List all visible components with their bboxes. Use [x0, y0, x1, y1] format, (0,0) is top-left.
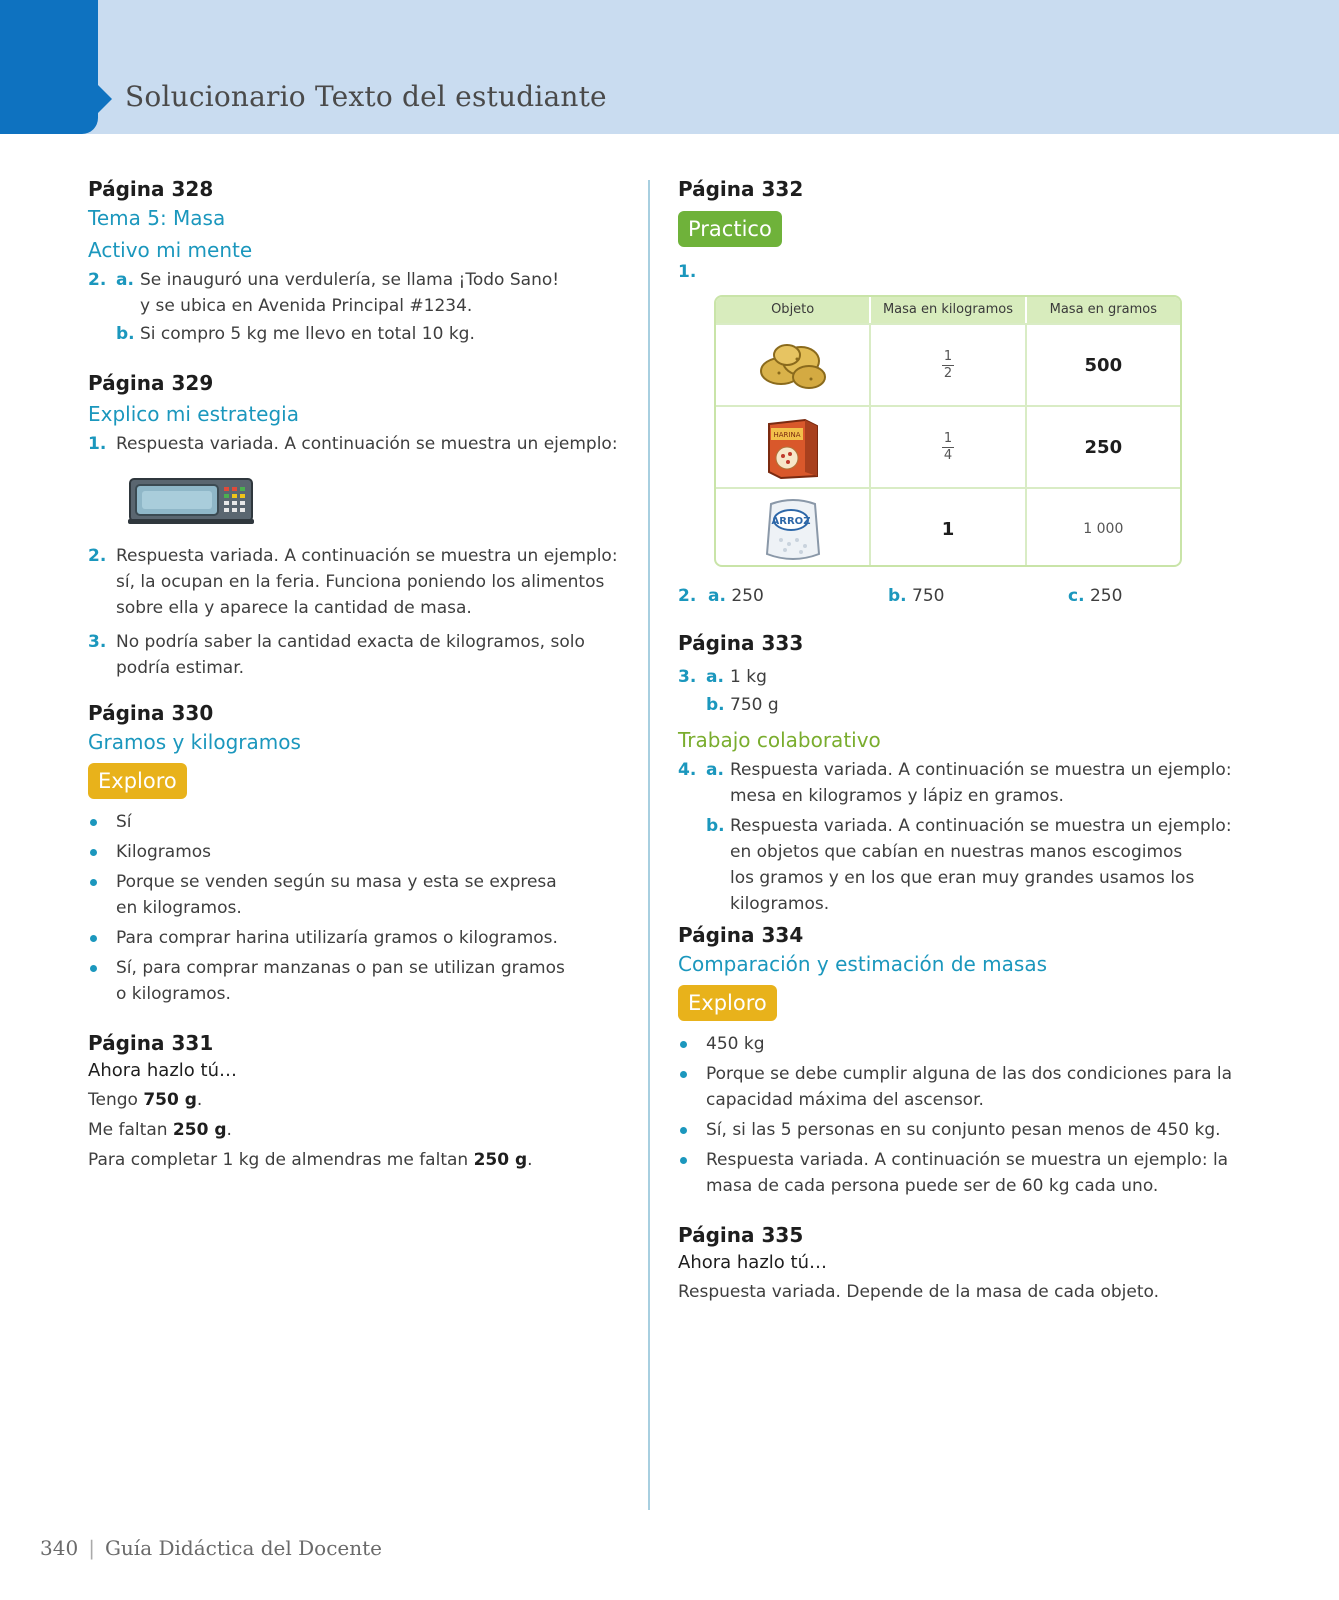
bullet-line: o kilogramos.: [116, 984, 231, 1004]
answer-line: y se ubica en Avenida Principal #1234.: [140, 296, 473, 316]
rice-bag-icon: [761, 494, 825, 564]
object-cell: [716, 325, 871, 405]
table-row: [716, 487, 1180, 567]
column-divider: [648, 180, 650, 1510]
svg-text:HARINA: HARINA: [773, 431, 801, 439]
fraction-value: $\frac{1}{4}$: [943, 430, 953, 463]
grams-cell: 1 000: [1083, 521, 1124, 537]
topic-title: Comparación y estimación de masas: [678, 952, 1048, 976]
answer-line: podría estimar.: [116, 658, 245, 678]
answer-item: [88, 629, 628, 681]
bullet-item: Para comprar harina utilizaría gramos o kilogramos.: [88, 925, 628, 951]
subtitle-ahora-hazlo-tu: Ahora hazlo tú…: [88, 1060, 237, 1081]
item-number: 1.: [88, 434, 107, 454]
fraction-value: $\frac{1}{2}$: [943, 348, 953, 381]
practico-badge: Practico: [678, 211, 782, 247]
answer-line: Respuesta variada. Depende de la masa de cada objeto.: [678, 1282, 1160, 1302]
page-heading-333: Página 333: [678, 631, 804, 655]
page-heading-334: Página 334: [678, 923, 804, 947]
bullet-item: Kilogramos: [88, 839, 628, 865]
answer-row-2: 2. a. 250 b. 750 c. 250: [678, 586, 1123, 606]
svg-text:ARROZ: ARROZ: [771, 516, 811, 527]
answer-line: Respuesta variada. A continuación se muestra un ejemplo:: [116, 546, 618, 566]
section-explico-mi-estrategia: Explico mi estrategia: [88, 402, 299, 426]
kg-cell: [871, 325, 1026, 405]
right-column: [678, 175, 1238, 1307]
topic-title: Gramos y kilogramos: [88, 730, 301, 754]
item-number: 2.: [88, 270, 107, 290]
bullet-item: Sí, si las 5 personas en su conjunto pesan menos de 450 kg.: [678, 1117, 1238, 1143]
answer-line: Respuesta variada. A continuación se muestra un ejemplo:: [116, 434, 618, 454]
page-heading-332: Página 332: [678, 177, 804, 201]
sub-answer: a. 1 kg: [706, 667, 767, 687]
header-band: [0, 0, 1339, 134]
bullet-item: Porque se debe cumplir alguna de las dos condiciones para la capacidad máxima del ascensor.: [678, 1061, 1238, 1113]
bullet-line: Sí, para comprar manzanas o pan se utilizan gramos: [116, 958, 565, 978]
page-heading-329: Página 329: [88, 371, 214, 395]
bullet-line: Porque se venden según su masa y esta se expresa: [116, 872, 557, 892]
object-cell: [716, 407, 871, 487]
subtitle-ahora-hazlo-tu: Ahora hazlo tú…: [678, 1252, 827, 1273]
grams-cell: 250: [1084, 436, 1123, 458]
kg-cell: [871, 407, 1026, 487]
grams-cell: 500: [1084, 354, 1123, 376]
sub-answer: [116, 321, 628, 347]
left-column: [88, 175, 628, 1175]
answer-line: Se inauguró una verdulería, se llama ¡Todo Sano!: [140, 270, 560, 290]
answer-item: [678, 757, 1238, 917]
bullet-line: en kilogramos.: [116, 898, 242, 918]
answer-item: [88, 267, 628, 347]
object-cell: [716, 489, 871, 567]
answer-line: Para completar 1 kg de almendras me faltan 250 g.: [88, 1150, 533, 1170]
header-arrow-icon: [96, 83, 112, 115]
sub-label: a.: [116, 270, 134, 290]
page-number: 340: [40, 1536, 79, 1560]
answer-item: [88, 543, 628, 621]
item-number: 3.: [678, 667, 697, 687]
bullet-item: [88, 869, 628, 921]
sub-answer: b. 750 g: [706, 695, 779, 715]
page-heading-335: Página 335: [678, 1223, 804, 1247]
page-heading-330: Página 330: [88, 701, 214, 725]
item-number: 2.: [88, 546, 107, 566]
page-heading-331: Página 331: [88, 1031, 214, 1055]
answer-line: Tengo 750 g.: [88, 1090, 203, 1110]
potatoes-icon: [757, 337, 829, 393]
exploro-badge: Exploro: [678, 985, 777, 1021]
sub-answer: b. Respuesta variada. A continuación se muestra un ejemplo: en objetos que cabían en nuestras manos escogimos los gramos y en los que eran muy grandes usamos los kilogramos.: [706, 816, 1232, 914]
item-number: 3.: [88, 632, 107, 652]
table-row: [716, 323, 1180, 405]
bullet-item: [88, 955, 628, 1007]
kg-cell: 1: [871, 489, 1026, 567]
flour-box-icon: [763, 414, 823, 480]
answer-item: [88, 431, 628, 457]
bullet-item: Respuesta variada. A continuación se muestra un ejemplo: la masa de cada persona puede ser de 60 kg cada uno.: [678, 1147, 1238, 1199]
section-trabajo-colaborativo: Trabajo colaborativo: [678, 728, 881, 752]
digital-scale-icon: [128, 475, 254, 525]
mass-table: [714, 295, 1182, 567]
item-number: 1.: [678, 262, 697, 282]
header-cell: Objeto: [716, 297, 871, 323]
answer-line: Me faltan 250 g.: [88, 1120, 232, 1140]
exploro-badge: Exploro: [88, 763, 187, 799]
topic-title: Tema 5: Masa: [88, 206, 226, 230]
header-cell: Masa en gramos: [1049, 302, 1158, 317]
page-title: Solucionario Texto del estudiante: [125, 80, 607, 113]
header-cell: Masa en kilogramos: [871, 297, 1026, 323]
bullet-item: Sí: [88, 809, 628, 835]
bullet-item: 450 kg: [678, 1031, 1238, 1057]
section-activo-mi-mente: Activo mi mente: [88, 238, 253, 262]
header-tab: [0, 0, 98, 134]
footer: 340 | Guía Didáctica del Docente: [40, 1536, 383, 1560]
table-row: [716, 405, 1180, 487]
sub-label: b.: [116, 324, 135, 344]
answer-line: sobre ella y aparece la cantidad de masa.: [116, 598, 472, 618]
sub-answer: [116, 267, 628, 319]
answer-line: No podría saber la cantidad exacta de kilogramos, solo: [116, 632, 585, 652]
guide-title: Guía Didáctica del Docente: [104, 1536, 383, 1560]
answer-line: sí, la ocupan en la feria. Funciona poniendo los alimentos: [116, 572, 605, 592]
sub-answer: a. Respuesta variada. A continuación se muestra un ejemplo: mesa en kilogramos y lápiz en gramos.: [706, 760, 1232, 806]
answer-line: Si compro 5 kg me llevo en total 10 kg.: [140, 324, 475, 344]
page-heading-328: Página 328: [88, 177, 214, 201]
table-header: [716, 297, 1180, 323]
answer-item: [678, 663, 1238, 719]
item-number: 4.: [678, 760, 697, 780]
